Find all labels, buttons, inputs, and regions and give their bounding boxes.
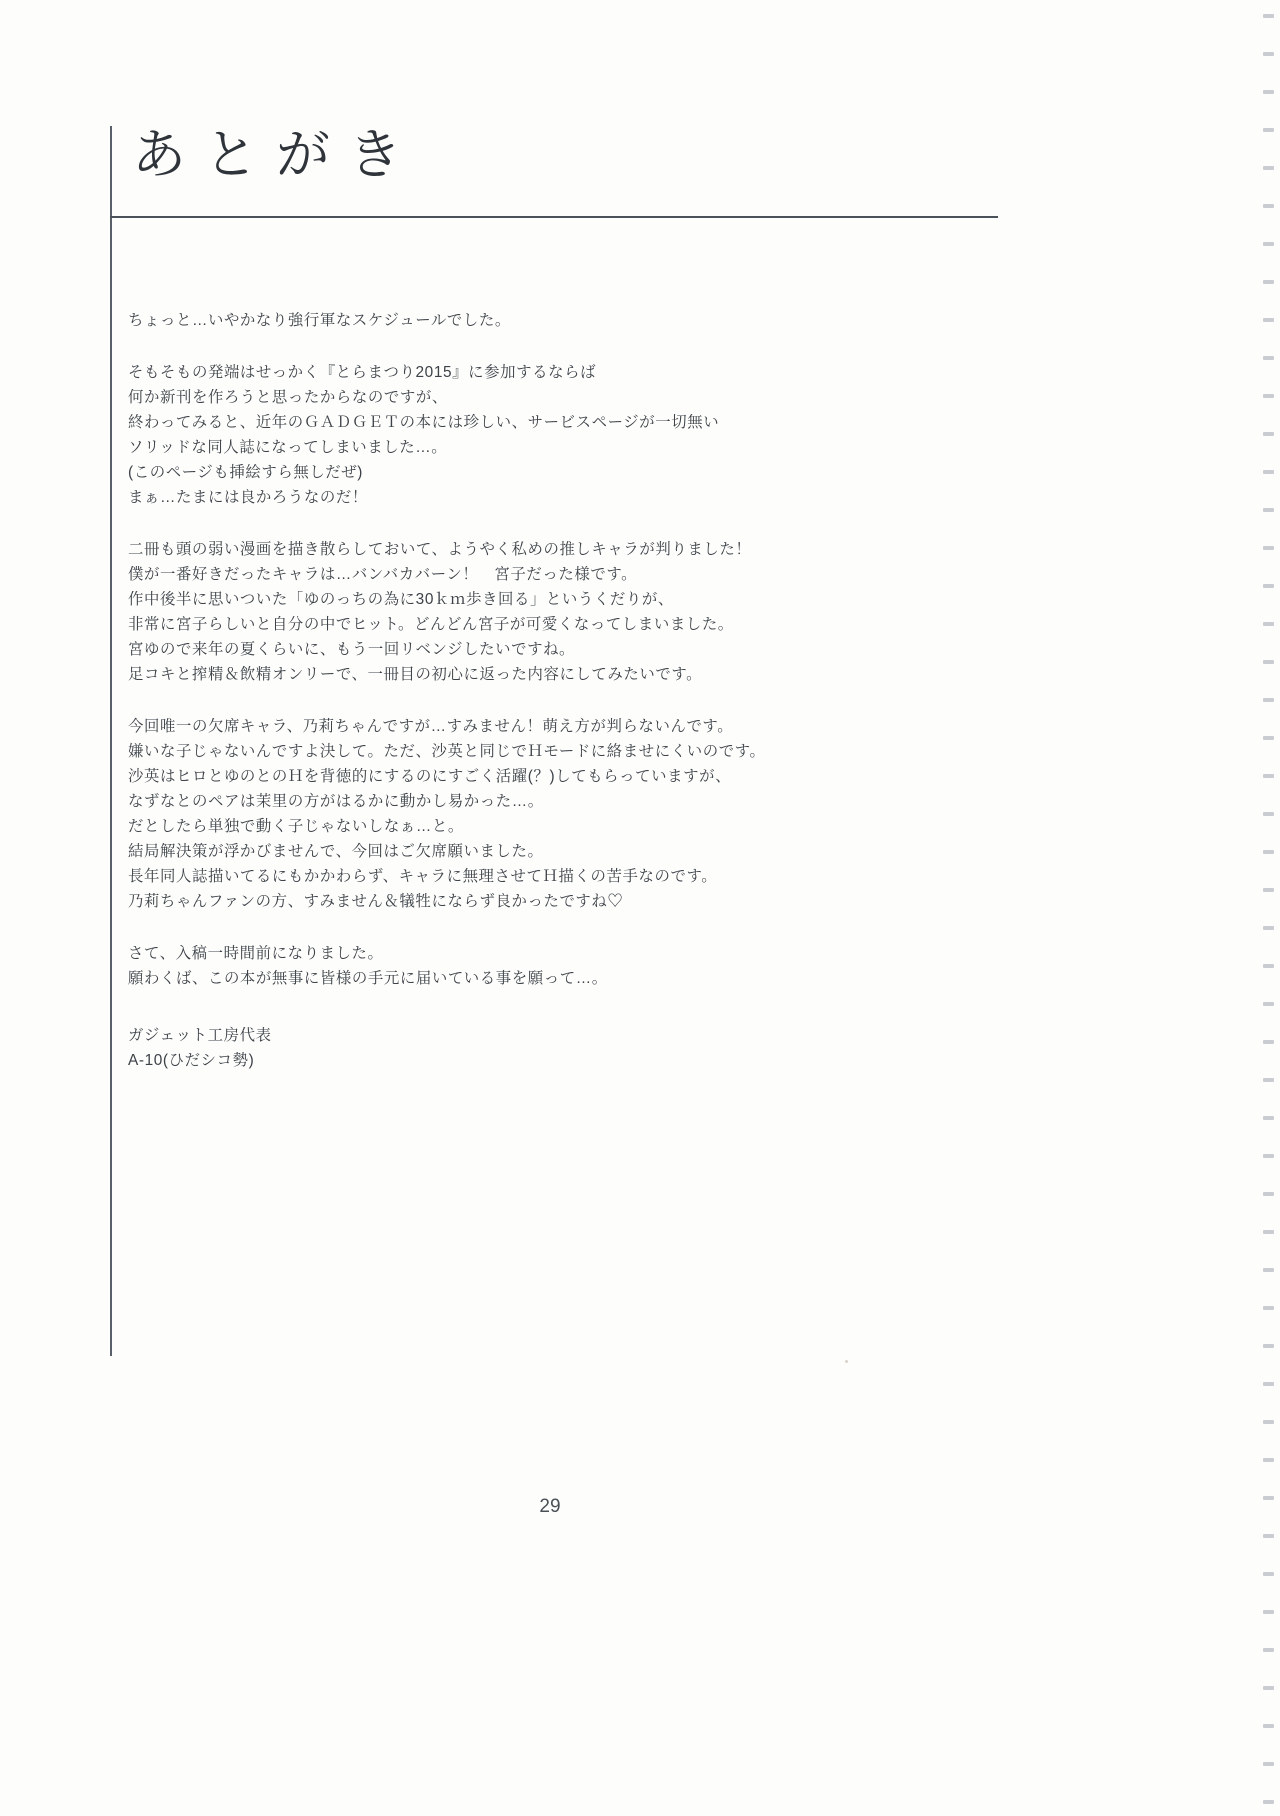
text-line: そもそもの発端はせっかく『とらまつり2015』に参加するならば <box>128 364 597 381</box>
scan-speck <box>845 1360 848 1363</box>
signature-block <box>128 1023 1028 1073</box>
text-line: 今回唯一の欠席キャラ、乃莉ちゃんですが…すみません！萌え方が判らないんです。 <box>128 718 734 735</box>
text-line: まぁ…たまには良かろうなのだ！ <box>128 489 368 506</box>
text-line: 非常に宮子らしいと自分の中でヒット。どんどん宮子が可愛くなってしまいました。 <box>128 616 734 633</box>
text-line: 宮ゆので来年の夏くらいに、もう一回リベンジしたいですね。 <box>128 641 576 658</box>
paragraph-5 <box>128 941 1028 991</box>
text-line: 乃莉ちゃんファンの方、すみません＆犠牲にならず良かったですね♡ <box>128 893 624 910</box>
text-line: 足コキと搾精＆飲精オンリーで、一冊目の初心に返った内容にしてみたいです。 <box>128 666 703 683</box>
header-area <box>110 120 1150 185</box>
text-line: 作中後半に思いついた「ゆのっちの為に30ｋｍ歩き回る」というくだりが、 <box>128 591 674 608</box>
text-line: ソリッドな同人誌になってしまいました…。 <box>128 439 448 456</box>
text-line: 嫌いな子じゃないんですよ決して。ただ、沙英と同じでＨモードに絡ませにくいのです。 <box>128 743 766 760</box>
paragraph-4 <box>128 714 1028 914</box>
afterword-body <box>128 308 1028 1100</box>
paragraph-2 <box>128 360 1028 510</box>
text-line: 終わってみると、近年のＧＡＤＧＥＴの本には珍しい、サービスページが一切無い <box>128 414 720 431</box>
text-line: 結局解決策が浮かびませんで、今回はご欠席願いました。 <box>128 843 544 860</box>
signature-author-name: A-10(ひだシコ勢) <box>128 1052 255 1069</box>
paragraph-1 <box>128 308 1028 333</box>
text-line: 沙英はヒロとゆのとのＨを背徳的にするのにすごく活躍(？)してもらっていますが、 <box>128 768 732 785</box>
text-line: ちょっと…いやかなり強行軍なスケジュールでした。 <box>128 312 511 329</box>
signature-circle-name: ガジェット工房代表 <box>128 1027 272 1044</box>
text-line: 僕が一番好きだったキャラは…バンバカバーン！ 宮子だった様です。 <box>128 566 638 583</box>
text-line: なずなとのペアは茉里の方がはるかに動かし易かった…。 <box>128 793 544 810</box>
text-line: 二冊も頭の弱い漫画を描き散らしておいて、ようやく私めの推しキャラが判りました！ <box>128 541 752 558</box>
text-line: 何か新刊を作ろうと思ったからなのですが、 <box>128 389 448 406</box>
left-vertical-rule <box>110 126 112 1356</box>
text-line: 願わくば、この本が無事に皆様の手元に届いている事を願って…。 <box>128 970 608 987</box>
paragraph-3 <box>128 537 1028 687</box>
text-line: だとしたら単独で動く子じゃないしなぁ…と。 <box>128 818 464 835</box>
title-divider <box>110 216 998 218</box>
text-line: さて、入稿一時間前になりました。 <box>128 945 384 962</box>
page-title: あとがき <box>132 125 420 185</box>
text-line: 長年同人誌描いてるにもかかわらず、キャラに無理させてＨ描くの苦手なのです。 <box>128 868 718 885</box>
page-number: 29 <box>539 1496 561 1517</box>
scan-edge-marks <box>1254 0 1280 1816</box>
text-line: (このページも挿絵すら無しだぜ) <box>128 464 364 481</box>
